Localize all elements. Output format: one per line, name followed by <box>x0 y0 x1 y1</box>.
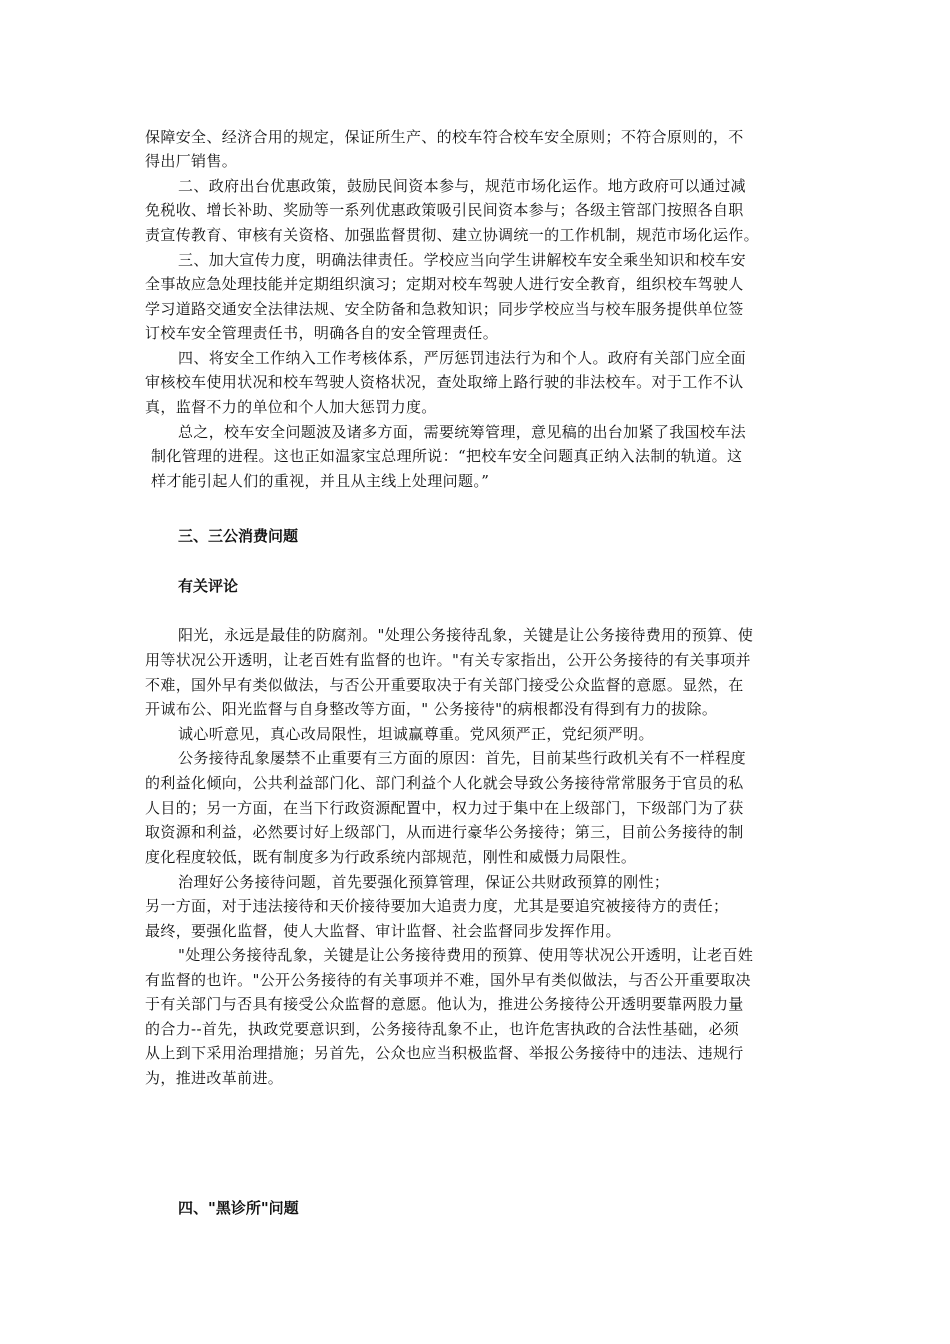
text-line: 最终，要强化监督，使人大监督、审计监督、社会监督同步发挥作用。 <box>145 922 621 940</box>
text-line: 取资源和利益，必然要讨好上级部门，从而进行豪华公务接待；第三，目前公务接待的制 <box>145 823 744 841</box>
text-line: 保障安全、经济合用的规定，保证所生产、的校车符合校车安全原则；不符合原则的，不 <box>145 128 744 146</box>
section-heading: 四、"黑诊所"问题 <box>178 1199 299 1217</box>
text-line: 公务接待乱象屡禁不止重要有三方面的原因：首先，目前某些行政机关有不一样程度 <box>178 749 746 767</box>
text-line: 得出厂销售。 <box>145 152 238 170</box>
text-line: 于有关部门与否具有接受公众监督的意愿。他认为，推进公务接待公开透明要靠两股力量 <box>145 995 744 1013</box>
text-line: 订校车安全管理责任书，明确各自的安全管理责任。 <box>145 324 499 342</box>
text-line: 二、政府出台优惠政策，鼓励民间资本参与，规范市场化运作。地方政府可以通过减 <box>178 177 746 195</box>
text-line: 全事故应急处理技能并定期组织演习；定期对校车驾驶人进行安全教育，组织校车驾驶人 <box>145 275 744 293</box>
text-line: 用等状况公开透明，让老百姓有监督的也许。"有关专家指出，公开公务接待的有关事项并 <box>145 651 751 669</box>
text-line: 为，推进改革前进。 <box>145 1069 284 1087</box>
text-line: 样才能引起人们的重视，并且从主线上处理问题。” <box>151 472 490 490</box>
text-line: 三、加大宣传力度，明确法律责任。学校应当向学生讲解校车安全乘坐知识和校车安 <box>178 251 746 269</box>
text-line: 的利益化倾向，公共利益部门化、部门利益个人化就会导致公务接待常常服务于官员的私 <box>145 774 744 792</box>
text-line: 治理好公务接待问题，首先要强化预算管理，保证公共财政预算的刚性； <box>178 873 670 891</box>
text-line: 有监督的也许。"公开公务接待的有关事项并不难，国外早有类似做法，与否公开重要取决 <box>145 971 751 989</box>
text-line: 从上到下采用治理措施；另首先，公众也应当积极监督、举报公务接待中的违法、违规行 <box>145 1044 744 1062</box>
text-line: 另一方面，对于违法接待和天价接待要加大追责力度，尤其是要追究被接待方的责任； <box>145 897 729 915</box>
text-line: 人目的；另一方面，在当下行政资源配置中，权力过于集中在上级部门，下级部门为了获 <box>145 799 744 817</box>
text-line: "处理公务接待乱象，关键是让公务接待费用的预算、使用等状况公开透明，让老百姓 <box>178 946 754 964</box>
text-line: 四、将安全工作纳入工作考核体系，严厉惩罚违法行为和个人。政府有关部门应全面 <box>178 349 746 367</box>
text-line: 免税收、增长补助、奖励等一系列优惠政策吸引民间资本参与；各级主管部门按照各自职 <box>145 201 744 219</box>
text-line: 的合力--首先，执政党要意识到，公务接待乱象不止，也许危害执政的合法性基础，必须 <box>145 1020 740 1038</box>
subsection-heading: 有关评论 <box>178 577 239 595</box>
text-line: 不难，国外早有类似做法，与否公开重要取决于有关部门接受公众监督的意愿。显然，在 <box>145 676 744 694</box>
text-line: 审核校车使用状况和校车驾驶人资格状况，查处取缔上路行驶的非法校车。对于工作不认 <box>145 373 744 391</box>
text-line: 学习道路交通安全法律法规、安全防备和急救知识；同步学校应当与校车服务提供单位签 <box>145 300 744 318</box>
text-line: 度化程度较低，既有制度多为行政系统内部规范，刚性和威慑力局限性。 <box>145 848 637 866</box>
text-line: 总之，校车安全问题波及诸多方面，需要统筹管理，意见稿的出台加紧了我国校车法 <box>178 423 746 441</box>
text-line: 真，监督不力的单位和个人加大惩罚力度。 <box>145 398 437 416</box>
text-line: 责宣传教育、审核有关资格、加强监督贯彻、建立协调统一的工作机制，规范市场化运作。 <box>145 226 760 244</box>
text-line: 开诚布公、阳光监督与自身整改等方面，" 公务接待"的病根都没有得到有力的拔除。 <box>145 700 718 718</box>
text-line: 制化管理的进程。这也正如温家宝总理所说：“把校车安全问题真正纳入法制的轨道。这 <box>151 447 743 465</box>
text-line: 阳光，永远是最佳的防腐剂。"处理公务接待乱象，关键是让公务接待费用的预算、使 <box>178 626 754 644</box>
section-heading: 三、三公消费问题 <box>178 527 299 545</box>
text-line: 诚心听意见，真心改局限性，坦诚赢尊重。党风须严正，党纪须严明。 <box>178 725 654 743</box>
